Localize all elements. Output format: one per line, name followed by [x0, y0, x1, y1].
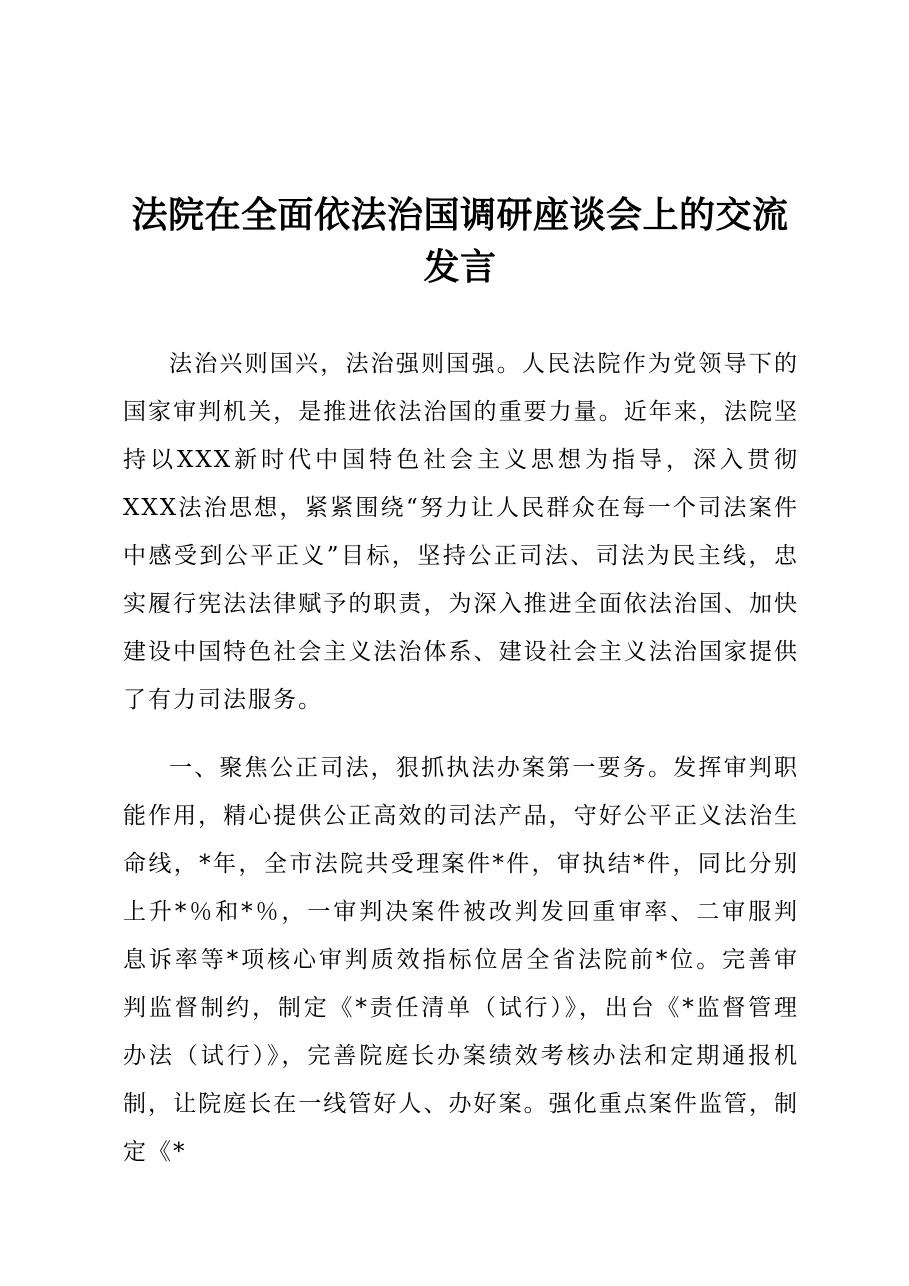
document-title: 法院在全面依法治国调研座谈会上的交流发言 — [131, 195, 789, 288]
document-body — [123, 340, 799, 1196]
paragraph-intro: 法治兴则国兴，法治强则国强。人民法院作为党领导下的国家审判机关，是推进依法治国的重要力量。近年来，法院坚持以XXX新时代中国特色社会主义思想为指导，深入贯彻XXX法治思想，紧紧围绕“努力让人民群众在每一个司法案件中感受到公平正义”目标，坚持公正司法、司法为民主线，忠实履行宪法法律赋予的职责，为深入推进全面依法治国、加快建设中国特色社会主义法治体系、建设社会主义法治国家提供了有力司法服务。 — [123, 351, 799, 713]
paragraph-section-1: 一、聚焦公正司法，狠抓执法办案第一要务。发挥审判职能作用，精心提供公正高效的司法产品，守好公平正义法治生命线，*年，全市法院共受理案件*件，审执结*件，同比分别上升*％和*％，一审判决案件被改判发回重审率、二审服判息诉率等*项核心审判质效指标位居全省法院前*位。完善审判监督制约，制定《*责任清单（试行）》，出台《*监督管理办法（试行）》，完善院庭长办案绩效考核办法和定期通报机制，让院庭长在一线管好人、办好案。强化重点案件监管，制定《* — [123, 755, 799, 1165]
